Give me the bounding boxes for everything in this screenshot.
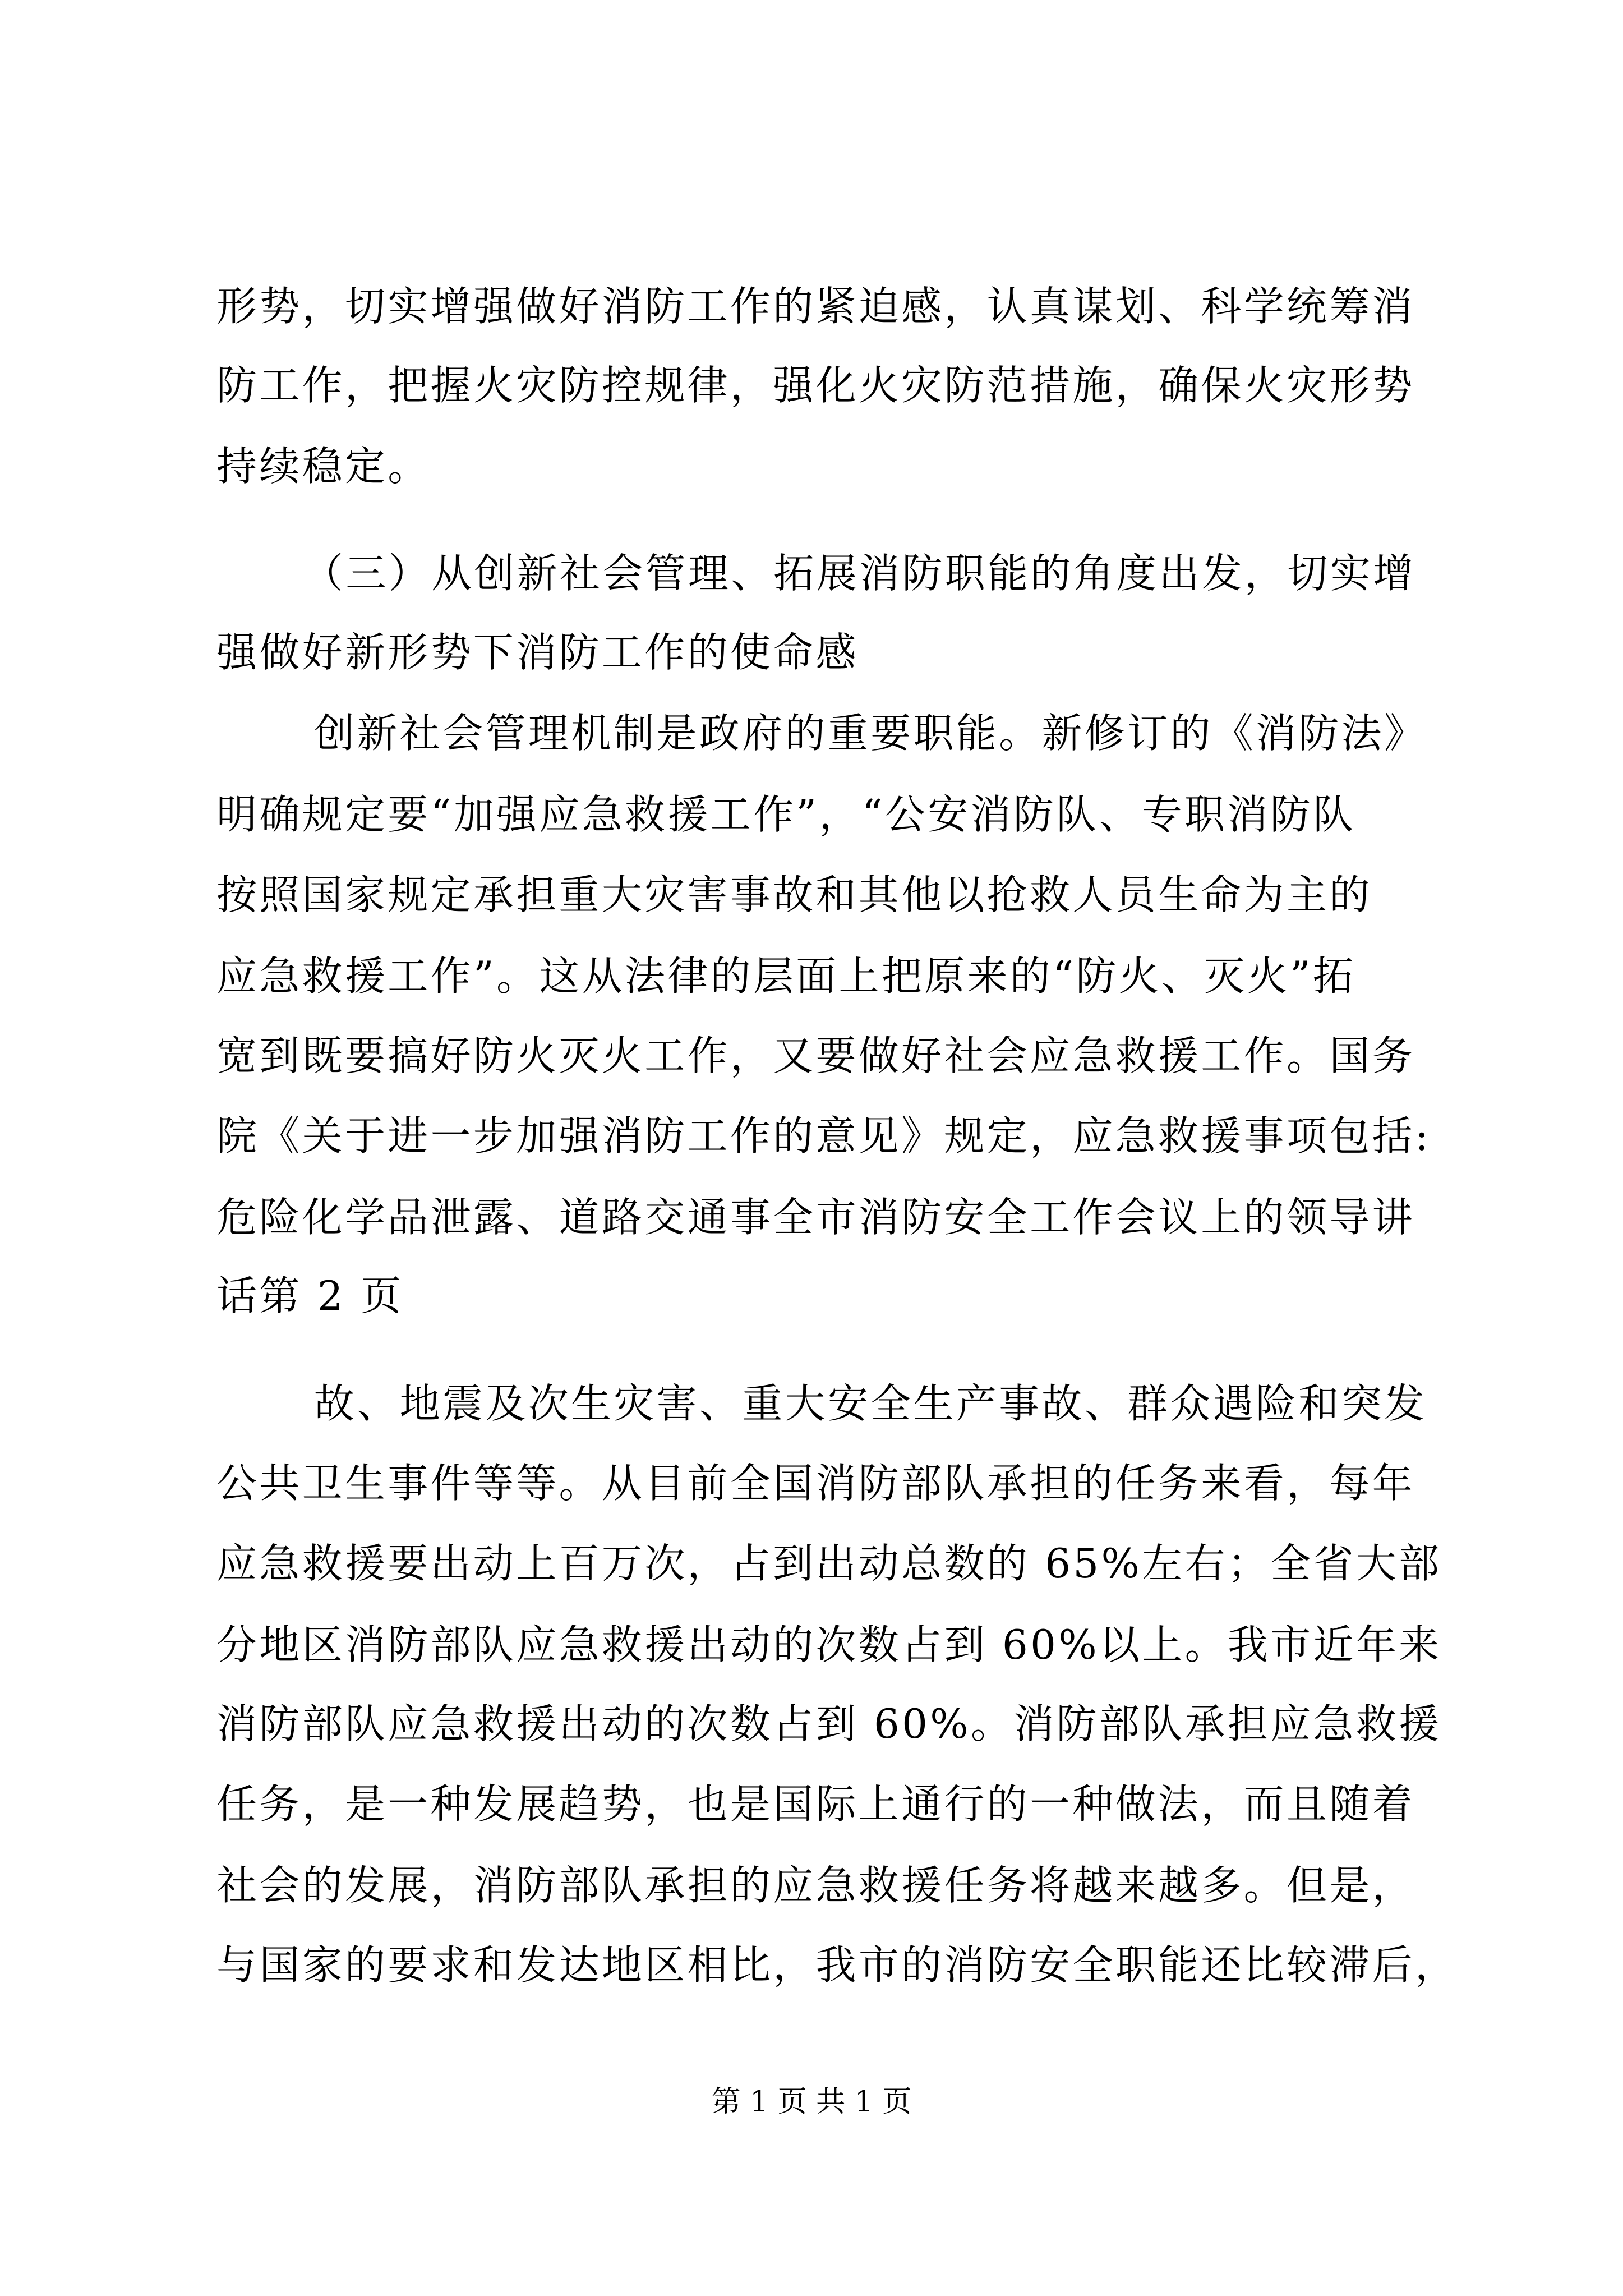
text-line: 应急救援工作”。这从法律的层面上把原来的“防火、灭火”拓 (216, 953, 1356, 1000)
text-line: 消防部队应急救援出动的次数占到 60%。消防部队承担应急救援 (216, 1700, 1442, 1747)
text-line: 危险化学品泄露、道路交通事全市消防安全工作会议上的领导讲 (216, 1194, 1415, 1241)
text-line: 任务，是一种发展趋势，也是国际上通行的一种做法，而且随着 (216, 1780, 1415, 1828)
text-line: 分地区消防部队应急救援出动的次数占到 60%以上。我市近年来 (216, 1621, 1442, 1668)
page-footer: 第 1 页 共 1 页 (711, 2085, 912, 2119)
text-line: 与国家的要求和发达地区相比，我市的消防安全职能还比较滞后， (216, 1941, 1458, 1989)
text-line: 应急救援要出动上百万次，占到出动总数的 65%左右；全省大部 (216, 1540, 1442, 1587)
paragraph-first-line: 创新社会管理机制是政府的重要职能。新修订的《消防法》 (314, 710, 1427, 757)
section-heading-line: （三）从创新社会管理、拓展消防职能的角度出发，切实增 (303, 550, 1416, 597)
text-line: 宽到既要搞好防火灭火工作，又要做好社会应急救援工作。国务 (216, 1032, 1415, 1079)
text-line: 公共卫生事件等等。从目前全国消防部队承担的任务来看，每年 (216, 1460, 1415, 1507)
text-line: 院《关于进一步加强消防工作的意见》规定，应急救援事项包括: (216, 1112, 1431, 1159)
text-line: 防工作，把握火灾防控规律，强化火灾防范措施，确保火灾形势 (216, 362, 1415, 409)
text-line: 明确规定要“加强应急救援工作”，“公安消防队、专职消防队 (216, 791, 1356, 838)
text-line: 按照国家规定承担重大灾害事故和其他以抢救人员生命为主的 (216, 871, 1372, 918)
paragraph-first-line: 故、地震及次生灾害、重大安全生产事故、群众遇险和突发 (314, 1380, 1427, 1427)
section-heading-line: 强做好新形势下消防工作的使命感 (216, 629, 859, 676)
text-line: 形势，切实增强做好消防工作的紧迫感，认真谋划、科学统筹消 (216, 283, 1415, 330)
text-line: 社会的发展，消防部队承担的应急救援任务将越来越多。但是， (216, 1862, 1415, 1909)
text-line: 话第 2 页 (216, 1272, 404, 1319)
text-line: 持续稳定。 (216, 443, 431, 490)
